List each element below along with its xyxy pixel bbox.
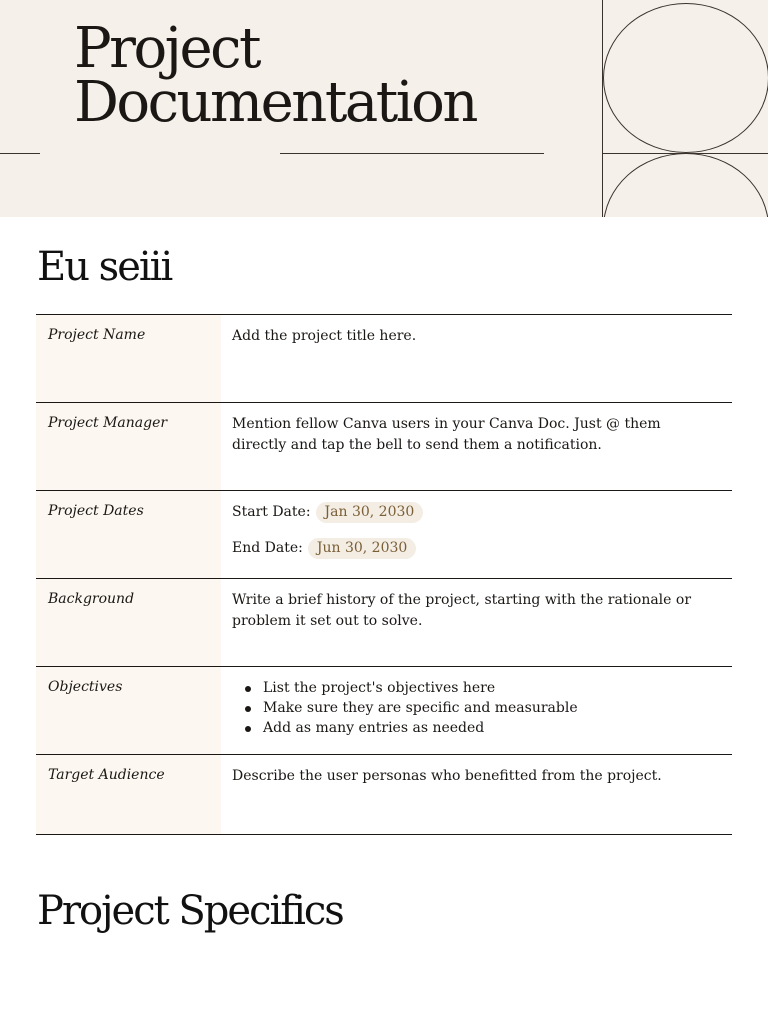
row-value[interactable]: Mention fellow Canva users in your Canva Doc. Just @ them directly and tap the bell to send them a notification. bbox=[232, 416, 661, 453]
header-banner bbox=[0, 0, 768, 217]
row-value[interactable]: Add the project title here. bbox=[232, 328, 417, 344]
table-row-target-audience bbox=[36, 755, 732, 835]
list-item[interactable]: Add as many entries as needed bbox=[232, 718, 712, 738]
start-date-label: Start Date: bbox=[232, 504, 311, 520]
end-date-label: End Date: bbox=[232, 540, 303, 556]
decorative-circle-bottom bbox=[603, 153, 768, 217]
document-title-line-1: Project bbox=[74, 16, 260, 81]
row-value[interactable]: Write a brief history of the project, starting with the rationale or problem it set out to solve. bbox=[232, 592, 692, 629]
decorative-line bbox=[0, 153, 40, 154]
row-label[interactable]: Project Manager bbox=[36, 403, 221, 490]
table-row-objectives bbox=[36, 667, 732, 755]
decorative-vertical-line bbox=[602, 0, 603, 217]
row-label[interactable]: Background bbox=[36, 579, 221, 666]
list-item[interactable]: Make sure they are specific and measurable bbox=[232, 698, 712, 718]
table-row-background bbox=[36, 579, 732, 667]
row-label[interactable]: Project Dates bbox=[36, 491, 221, 578]
section-title-project-specifics[interactable]: Project Specifics bbox=[37, 888, 343, 934]
decorative-circle-top bbox=[603, 3, 768, 153]
end-date-line bbox=[232, 538, 712, 559]
row-value[interactable]: Describe the user personas who benefitted from the project. bbox=[232, 768, 662, 784]
table-row-project-manager bbox=[36, 403, 732, 491]
objectives-list bbox=[232, 678, 712, 738]
decorative-line bbox=[280, 153, 544, 154]
project-info-table bbox=[36, 314, 732, 835]
row-value bbox=[221, 667, 732, 754]
table-row-project-name bbox=[36, 315, 732, 403]
end-date-chip[interactable]: Jun 30, 2030 bbox=[308, 538, 416, 559]
row-label[interactable]: Target Audience bbox=[36, 755, 221, 834]
row-label[interactable]: Project Name bbox=[36, 315, 221, 402]
list-item[interactable]: List the project's objectives here bbox=[232, 678, 712, 698]
section-title-overview[interactable]: Eu seiii bbox=[37, 244, 172, 290]
start-date-line bbox=[232, 502, 712, 523]
start-date-chip[interactable]: Jan 30, 2030 bbox=[316, 502, 424, 523]
document-title[interactable] bbox=[74, 16, 476, 135]
row-value bbox=[221, 491, 732, 578]
row-label[interactable]: Objectives bbox=[36, 667, 221, 754]
document-title-line-2: Documentation bbox=[74, 70, 476, 135]
table-row-project-dates bbox=[36, 491, 732, 579]
